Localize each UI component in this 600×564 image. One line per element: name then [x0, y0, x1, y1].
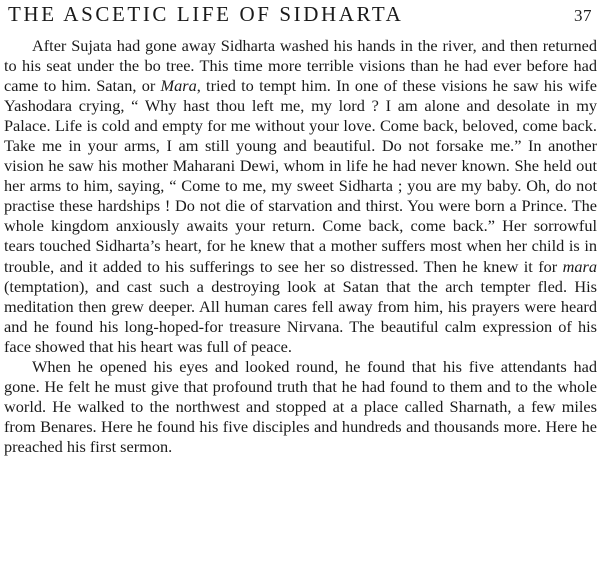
italic-mara-lower: mara: [562, 256, 597, 276]
italic-mara: Mara: [160, 76, 197, 96]
running-title: THE ASCETIC LIFE OF SIDHARTA: [8, 2, 404, 26]
paragraph-1-text-c: (temptation), and cast such a destroying look at Satan that the arch tempter fled. His meditation then grew deeper. All human cares fell away from him, his prayers were heard and he found his long-hoped-for treasure Nirvana. The beautiful calm expression of his face showed that his heart was full of peace.: [4, 276, 597, 356]
paragraph-1: [4, 36, 597, 357]
paragraph-1-text-a: After Sujata had gone away Sidharta washed his hands in the river, and then returned to his seat under the bo tree. This time more terrible visions than he had ever before had came to him. Satan, or: [4, 36, 597, 96]
running-head: [8, 2, 594, 26]
page-number: 37: [574, 6, 592, 25]
paragraph-1-text-b: , tried to tempt him. In one of these visions he saw his wife Yashodara crying, “ Why hast thou left me, my lord ? I am alone and desolate in my Palace. Life is cold and empty for me without your love. Come back, beloved, come back. Take me in your arms, I am still young and beautiful. Do not forsake me.” In another vision he saw his mother Maharani Dewi, whom in life he had never known. She held out her arms to him, saying, “ Come to me, my sweet Sidharta ; you are my baby. Oh, do not practise these hardships ! Do not die of starvation and thirst. You were born a Prince. The whole kingdom anxiously awaits your return. Come back, come back.” Her sorrowful tears touched Sidharta’s heart, for he knew that a mother suffers most when her child is in trouble, and it added to his sufferings to see her so distressed. Then he knew it for: [4, 76, 598, 276]
paragraph-2: When he opened his eyes and looked round, he found that his five attendants had gone. He felt he must give that profound truth that he had found to them and to the whole world. He walked to the northwest and stopped at a place called Sharnath, a few miles from Benares. Here he found his five disciples and hundreds and thousands more. Here he preached his first sermon.: [4, 356, 597, 456]
body-text: [4, 36, 597, 457]
